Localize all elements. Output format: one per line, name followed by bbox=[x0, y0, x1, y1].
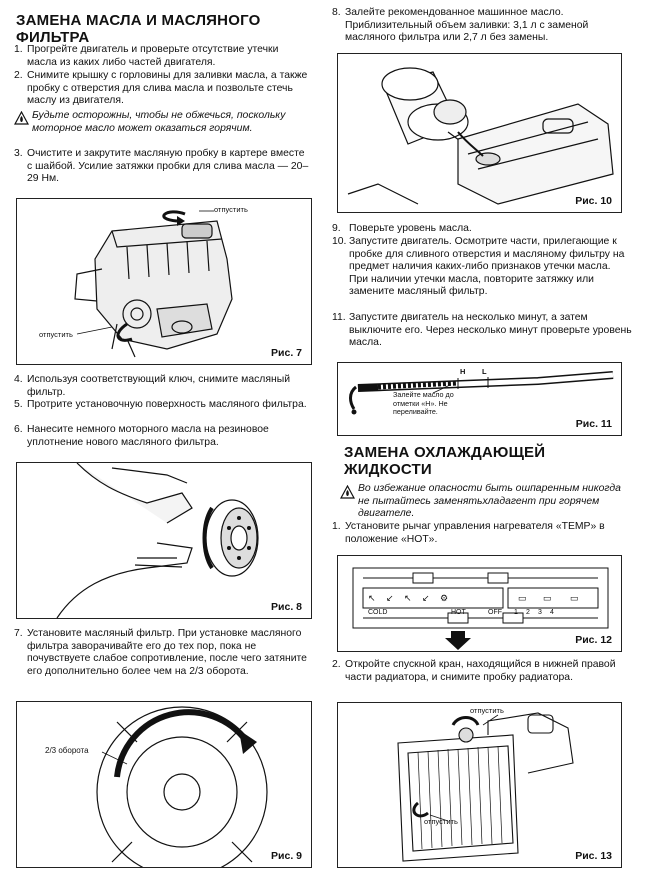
fan-speed-4: 4 bbox=[550, 609, 554, 616]
step-3: 3. Очистите и закрутите масляную пробку в картере вместе с шайбой. Усилие затяжки пробки для слива масла — 20–29 Нм. bbox=[14, 148, 309, 185]
figure-7-engine bbox=[16, 198, 312, 365]
warning-hot-oil: Будьте осторожны, чтобы не обжечься, поскольку моторное масло может оказаться горячим. bbox=[32, 110, 286, 134]
oil-pouring-illustration bbox=[338, 54, 621, 212]
figure-10-caption: Рис. 10 bbox=[575, 195, 612, 207]
fan-speed-2: 2 bbox=[526, 609, 530, 616]
figure-12-heater-panel bbox=[337, 555, 622, 652]
label-release-plug: отпустить bbox=[39, 330, 73, 339]
figure-12-caption: Рис. 12 bbox=[575, 634, 612, 646]
step-6: 6. Нанесите немного моторного масла на резиновое уплотнение нового масляного фильтра. bbox=[14, 424, 269, 448]
step-1: 1. Прогрейте двигатель и проверьте отсутствие утечки масла из каких либо частей двигателя. bbox=[14, 44, 279, 68]
figure-8-filter bbox=[16, 462, 312, 619]
label-off: OFF bbox=[488, 609, 502, 616]
svg-text:▭: ▭ bbox=[543, 593, 552, 603]
step-9: 9. Поверьте уровень масла. bbox=[332, 223, 472, 234]
figure-10-oil-fill bbox=[337, 53, 622, 213]
figure-13-caption: Рис. 13 bbox=[575, 850, 612, 862]
heading-coolant-change: ЗАМЕНА ОХЛАЖДАЮЩЕЙ ЖИДКОСТИ bbox=[344, 444, 546, 478]
svg-text:↖: ↖ bbox=[368, 593, 376, 603]
label-release-drain: отпустить bbox=[424, 817, 458, 826]
figure-7-caption: Рис. 7 bbox=[271, 347, 302, 359]
fan-speed-1: 1 bbox=[514, 609, 518, 616]
step-10: 10. Запустите двигатель. Осмотрите части, прилегающие к пробке для сливного отверстия и масляному фильтру на предмет наличия каких-либо признаков утечки масла. При наличии утечки масла, повторите затяжку или замените масляный фильтр. bbox=[332, 236, 625, 298]
svg-text:⚙: ⚙ bbox=[440, 593, 449, 603]
svg-text:↖: ↖ bbox=[404, 593, 412, 603]
label-two-thirds-turn: 2/3 оборота bbox=[45, 746, 89, 755]
fan-speed-3: 3 bbox=[538, 609, 542, 616]
coolant-step-2: 2. Откройте спускной кран, находящийся в нижней правой части радиатора, и снимите пробку радиатора. bbox=[332, 659, 616, 683]
step-2: 2. Снимите крышку с горловины для заливки масла, а также пробку с отверстия для слива масла и позвольте стечь маслу из двигателя. bbox=[14, 70, 308, 107]
figure-9-filter-rotation bbox=[16, 701, 312, 868]
label-hot: HOT bbox=[451, 609, 466, 616]
label-release-cap: отпустить bbox=[470, 706, 504, 715]
svg-text:↙: ↙ bbox=[422, 593, 430, 603]
mark-h: H bbox=[460, 367, 466, 376]
coolant-step-1: 1. Установите рычаг управления нагревателя «TEMP» в положение «HOT». bbox=[332, 521, 605, 545]
warning-icon bbox=[14, 111, 29, 125]
filter-rotation-illustration bbox=[17, 702, 311, 867]
step-11: 11. Запустите двигатель на несколько минут, а затем выключите его. Через несколько минут проверьте уровень масла. bbox=[332, 312, 632, 349]
figure-9-caption: Рис. 9 bbox=[271, 850, 302, 862]
figure-11-caption: Рис. 11 bbox=[575, 418, 612, 430]
oil-filter-hands-illustration bbox=[17, 463, 311, 618]
step-5: 5. Протрите установочную поверхность масляного фильтра. bbox=[14, 399, 307, 410]
label-release-cap: отпустить bbox=[214, 205, 248, 214]
mark-l: L bbox=[482, 367, 487, 376]
radiator-illustration bbox=[338, 703, 621, 867]
warning-scald: Во избежание опасности быть ошпаренным никогда не пытайтесь заменятьхладагент при горячем двигателе. bbox=[358, 483, 621, 520]
step-4: 4. Используя соответствующий ключ, снимите масляный фильтр. bbox=[14, 374, 291, 398]
svg-text:▭: ▭ bbox=[518, 593, 527, 603]
figure-8-caption: Рис. 8 bbox=[271, 601, 302, 613]
heading-oil-change: ЗАМЕНА МАСЛА И МАСЛЯНОГО ФИЛЬТРА bbox=[16, 12, 261, 46]
label-fill-to-h: Залейте масло до отметки «Н». Не переливайте. bbox=[393, 390, 454, 416]
warning-icon bbox=[340, 485, 355, 499]
figure-11-dipstick bbox=[337, 362, 622, 436]
svg-text:▭: ▭ bbox=[570, 593, 579, 603]
step-8: 8. Залейте рекомендованное машинное масло. Приблизительный объем заливки: 3,1 л с заменой масляного фильтра или 2,7 л без замены. bbox=[332, 7, 589, 44]
step-7: 7. Установите масляный фильтр. При установке масляного фильтра заворачивайте его до тех пор, пока не почувствуете слабое сопротивление, после чего затяните его дополнительно более чем на 2/3 оборота. bbox=[14, 628, 307, 677]
figure-13-radiator bbox=[337, 702, 622, 868]
svg-text:↙: ↙ bbox=[386, 593, 394, 603]
label-cold: COLD bbox=[368, 609, 388, 616]
